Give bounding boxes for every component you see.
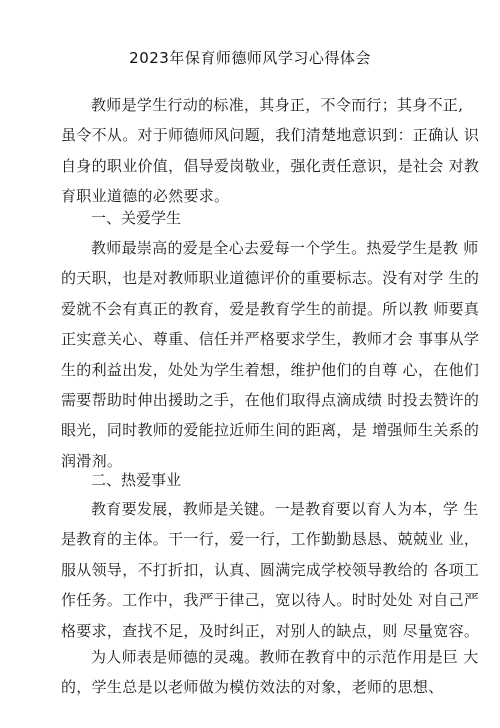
text-line: 育职业道德的必然要求。 <box>61 187 230 206</box>
text-line: 眼光，同时教师的爱能拉近师生间的距离，是 增强师生关系的 <box>61 421 480 440</box>
text-line: 需要帮助时伸出援助之手，在他们取得点滴成绩 时投去赞许的 <box>61 391 480 410</box>
love-career-paragraph <box>61 494 480 646</box>
text-line: 教师最崇高的爱是全心去爱每一个学生。热爱学生是教 师 <box>91 239 479 257</box>
text-line: 作任务。工作中，我严于律己，宽以待人。时时处处 对自己严 <box>61 591 480 610</box>
care-students-paragraph <box>61 233 480 476</box>
text-line: 是教育的主体。干一行，爱一行，工作勤勤恳恳、兢兢业 业， <box>61 530 480 549</box>
text-line: 为人师表是师德的灵魂。教师在教育中的示范作用是巨 大 <box>91 648 479 666</box>
document-title: 2023年保育师德师风学习心得体会 <box>129 49 371 67</box>
text-line: 格要求，查找不足，及时纠正，对别人的缺点，则 尽量宽容。 <box>61 621 480 640</box>
text-line: 教师是学生行动的标准，其身正，不令而行；其身不正, <box>91 96 464 114</box>
text-line: 的天职，也是对教师职业道德评价的重要标志。没有对学 生的 <box>61 269 480 288</box>
text-line: 自身的职业价值，倡导爱岗敬业，强化责任意识，是社会 对教 <box>61 156 480 175</box>
intro-paragraph <box>61 90 480 212</box>
text-line: 生的利益出发，处处为学生着想，维护他们的自尊 心，在他们 <box>61 360 480 379</box>
section-heading-care-students: 一、关爱学生 <box>91 209 182 227</box>
text-line: 虽令不从。对于师德师风问题，我们清楚地意识到：正确认 识 <box>61 126 480 145</box>
role-model-paragraph <box>61 642 479 703</box>
text-line: 爱就不会有真正的教育，爱是教育学生的前提。所以教 师要真 <box>61 299 480 318</box>
text-line: 润滑剂。 <box>61 451 123 470</box>
text-line: 正实意关心、尊重、信任并严格要求学生，教师才会 事事从学 <box>61 330 480 349</box>
text-line: 的，学生总是以老师做为模仿效法的对象，老师的思想、 <box>61 678 444 697</box>
text-line: 教育要发展，教师是关键。一是教育要以育人为本，学 生 <box>91 500 479 518</box>
section-heading-love-career: 二、热爱事业 <box>91 471 182 489</box>
text-line: 服从领导，不打折扣，认真、圆满完成学校领导教给的 各项工 <box>61 560 480 579</box>
